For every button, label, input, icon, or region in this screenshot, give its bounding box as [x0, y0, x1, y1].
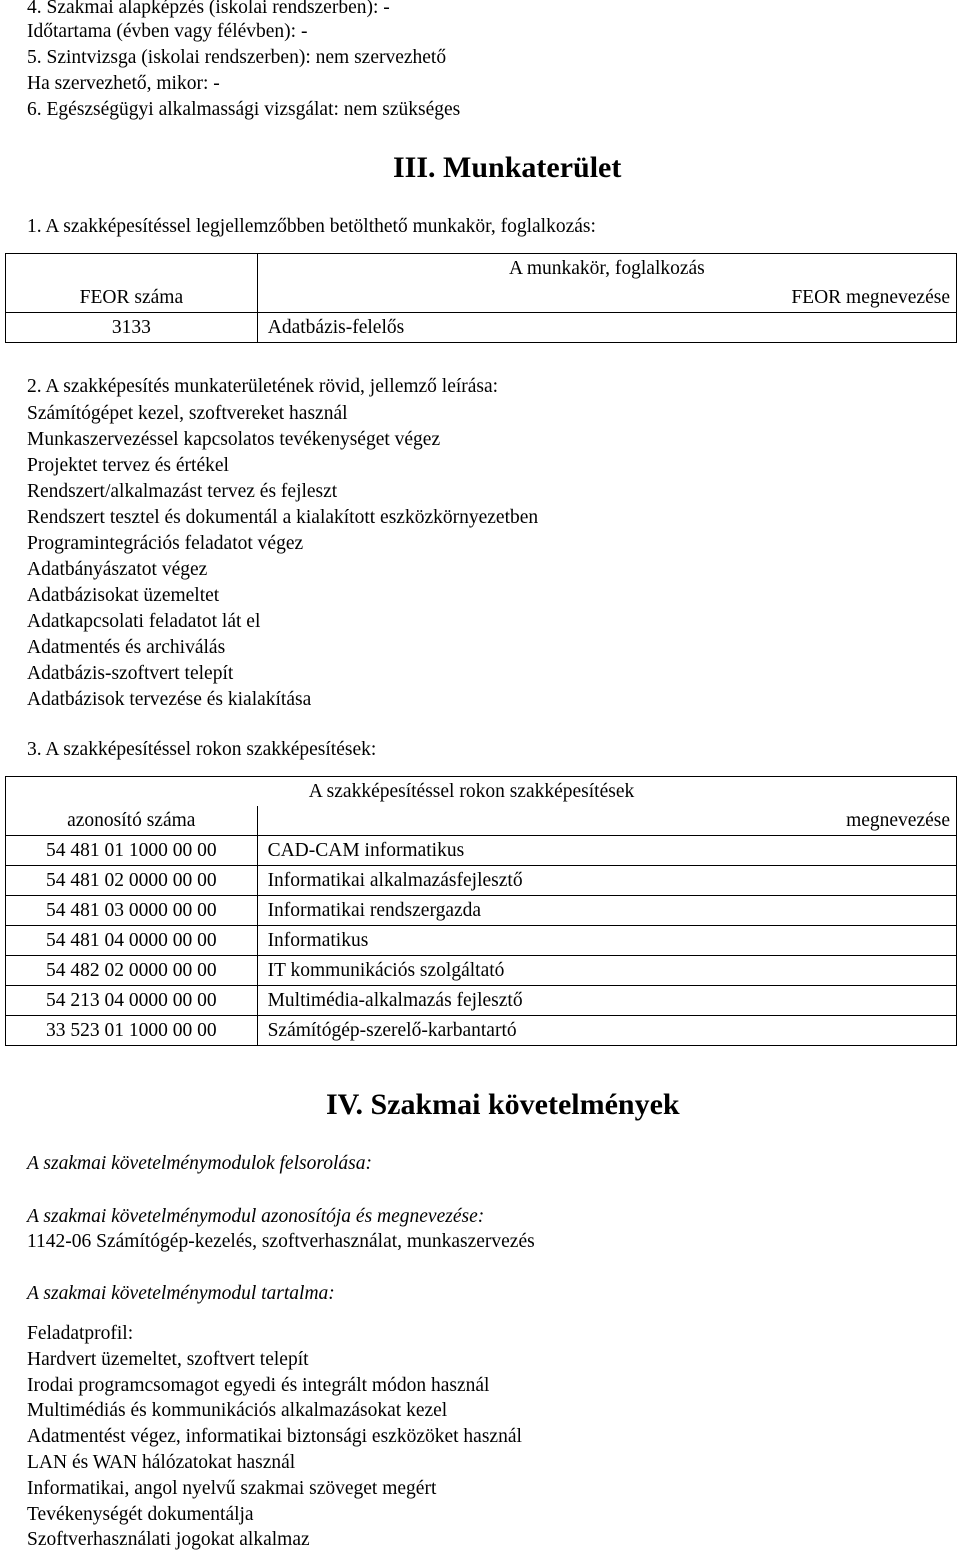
module-content-label: A szakmai követelménymodul tartalma: — [27, 1283, 335, 1304]
list-item: Hardvert üzemeltet, szoftvert telepít — [27, 1349, 309, 1370]
list-item: Informatikai, angol nyelvű szakmai szöveget megért — [27, 1478, 437, 1499]
list-item: Irodai programcsomagot egyedi és integrált módon használ — [27, 1375, 490, 1396]
list-item: Adatbázisok tervezése és kialakítása — [27, 689, 312, 710]
qualification-name: IT kommunikációs szolgáltató — [257, 956, 956, 986]
list-item: Adatmentést végez, informatikai biztonsági eszközöket használ — [27, 1426, 522, 1447]
text-line: 5. Szintvizsga (iskolai rendszerben): nem szervezhető — [27, 47, 447, 68]
question-1: 1. A szakképesítéssel legjellemzőbben betölthető munkakör, foglalkozás: — [27, 216, 596, 237]
feor-table — [5, 253, 957, 343]
text-line: 4. Szakmai alapképzés (iskolai rendszerben): - — [27, 0, 390, 18]
list-item: Adatbányászatot végez — [27, 559, 208, 580]
column-header: FEOR megnevezése — [257, 283, 956, 313]
qualification-id: 33 523 01 1000 00 00 — [6, 1016, 258, 1046]
list-item: LAN és WAN hálózatokat használ — [27, 1452, 296, 1473]
table-row — [6, 836, 957, 866]
text-line: 6. Egészségügyi alkalmassági vizsgálat: nem szükséges — [27, 99, 461, 120]
qualification-name: Informatikai rendszergazda — [257, 896, 956, 926]
section-heading-munkaterulet: III. Munkaterület — [393, 151, 622, 184]
table-group-header: A szakképesítéssel rokon szakképesítések — [257, 777, 956, 807]
related-qualifications-table — [5, 776, 957, 1046]
feor-name: Adatbázis-felelős — [257, 313, 956, 343]
list-item: Rendszert tesztel és dokumentál a kialakított eszközkörnyezetben — [27, 507, 539, 528]
table-row — [6, 896, 957, 926]
qualification-id: 54 481 03 0000 00 00 — [6, 896, 258, 926]
table-header-row — [6, 806, 957, 836]
text-line: Időtartama (évben vagy félévben): - — [27, 21, 308, 42]
qualification-name: Multimédia-alkalmazás fejlesztő — [257, 986, 956, 1016]
qualification-name: Informatikus — [257, 926, 956, 956]
list-item: Adatkapcsolati feladatot lát el — [27, 611, 261, 632]
list-item: Rendszert/alkalmazást tervez és fejleszt — [27, 481, 338, 502]
column-header: FEOR száma — [6, 283, 258, 313]
table-row — [6, 313, 957, 343]
table-row — [6, 1016, 957, 1046]
list-item: Adatmentés és archiválás — [27, 637, 226, 658]
table-header-row — [6, 283, 957, 313]
table-header-row — [6, 777, 957, 807]
section-heading-szakmai-kovetelmenyek: IV. Szakmai követelmények — [326, 1088, 680, 1121]
profile-label: Feladatprofil: — [27, 1323, 134, 1344]
question-2: 2. A szakképesítés munkaterületének rövid, jellemző leírása: — [27, 376, 499, 397]
list-item: Tevékenységét dokumentálja — [27, 1504, 254, 1525]
modules-list-label: A szakmai követelménymodulok felsorolása: — [27, 1153, 372, 1174]
list-item: Munkaszervezéssel kapcsolatos tevékenységet végez — [27, 429, 441, 450]
qualification-id: 54 482 02 0000 00 00 — [6, 956, 258, 986]
text-line: Ha szervezhető, mikor: - — [27, 73, 220, 94]
table-header-row — [6, 254, 957, 284]
column-header: megnevezése — [257, 806, 956, 836]
column-header: azonosító száma — [6, 806, 258, 836]
list-item: Adatbázisokat üzemeltet — [27, 585, 220, 606]
list-item: Multimédiás és kommunikációs alkalmazásokat kezel — [27, 1400, 448, 1421]
list-item: Projektet tervez és értékel — [27, 455, 229, 476]
list-item: Szoftverhasználati jogokat alkalmaz — [27, 1529, 310, 1550]
qualification-name: Informatikai alkalmazásfejlesztő — [257, 866, 956, 896]
list-item: Számítógépet kezel, szoftvereket használ — [27, 403, 348, 424]
question-3: 3. A szakképesítéssel rokon szakképesítések: — [27, 739, 377, 760]
module-id-value: 1142-06 Számítógép-kezelés, szoftverhasználat, munkaszervezés — [27, 1231, 535, 1252]
qualification-id: 54 481 04 0000 00 00 — [6, 926, 258, 956]
list-item: Programintegrációs feladatot végez — [27, 533, 304, 554]
table-row — [6, 956, 957, 986]
module-id-label: A szakmai követelménymodul azonosítója és megnevezése: — [27, 1206, 485, 1227]
qualification-name: Számítógép-szerelő-karbantartó — [257, 1016, 956, 1046]
qualification-id: 54 213 04 0000 00 00 — [6, 986, 258, 1016]
table-group-header: A munkakör, foglalkozás — [257, 254, 956, 284]
table-row — [6, 986, 957, 1016]
table-row — [6, 866, 957, 896]
qualification-id: 54 481 02 0000 00 00 — [6, 866, 258, 896]
qualification-id: 54 481 01 1000 00 00 — [6, 836, 258, 866]
list-item: Adatbázis-szoftvert telepít — [27, 663, 234, 684]
table-row — [6, 926, 957, 956]
qualification-name: CAD-CAM informatikus — [257, 836, 956, 866]
feor-code: 3133 — [6, 313, 258, 343]
